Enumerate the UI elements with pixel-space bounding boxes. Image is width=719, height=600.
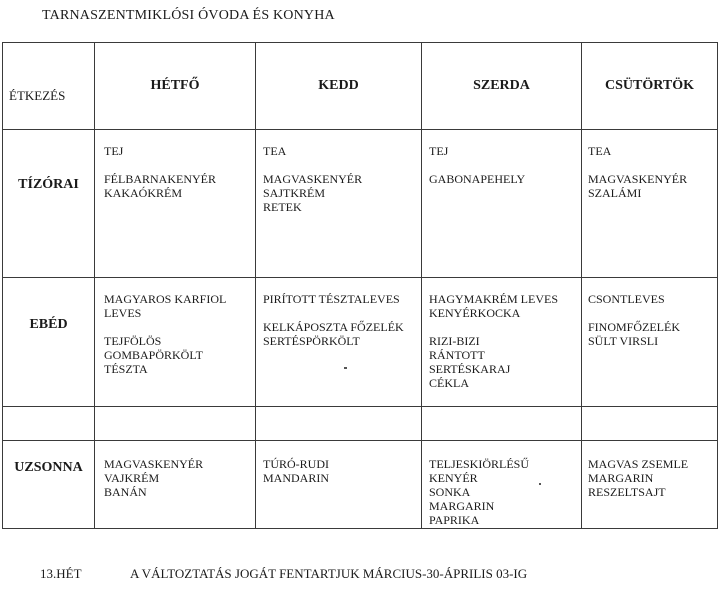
table-col-divider-4 [581,42,582,529]
cell-ebed-tuesday: PIRÍTOTT TÉSZTALEVES KELKÁPOSZTA FŐZELÉK SERTÉSPÖRKÖLT [263,292,404,348]
page-title: TARNASZENTMIKLÓSI ÓVODA ÉS KONYHA [42,8,335,23]
day-header-tuesday: KEDD [318,78,359,93]
table-divider-tizorai [2,277,718,278]
table-divider-ebed [2,406,718,407]
corner-label: ÉTKEZÉS [9,88,66,103]
table-divider-header [2,129,718,130]
cell-uzsonna-tuesday: TÚRÓ-RUDI MANDARIN [263,457,329,485]
cell-tizorai-wednesday: TEJ GABONAPEHELY [429,144,526,186]
table-border-top [2,42,718,43]
cell-ebed-thursday: CSONTLEVES FINOMFŐZELÉK SÜLT VIRSLI [588,292,680,348]
cell-tizorai-thursday: TEA MAGVASKENYÉR SZALÁMI [588,144,688,200]
day-header-wednesday: SZERDA [473,78,530,93]
day-header-monday: HÉTFŐ [150,78,200,93]
row-label-uzsonna: UZSONNA [14,460,83,475]
table-col-divider-1 [94,42,95,529]
row-label-tizorai: TÍZÓRAI [18,177,79,192]
cell-uzsonna-thursday: MAGVAS ZSEMLE MARGARIN RESZELTSAJT [588,457,689,499]
scan-speck [539,483,541,485]
day-header-thursday: CSÜTÖRTÖK [605,78,694,93]
table-border-bottom [2,528,718,529]
table-border-right [717,42,718,529]
week-number: 13.HÉT [40,566,82,581]
row-label-ebed: EBÉD [29,317,68,332]
table-col-divider-3 [421,42,422,529]
table-border-left [2,42,3,529]
footer-note: A VÁLTOZTATÁS JOGÁT FENTARTJUK MÁRCIUS-30-ÁPRILIS 03-IG [130,566,528,581]
table-divider-blank [2,440,718,441]
scan-speck [344,367,347,369]
cell-uzsonna-monday: MAGVASKENYÉR VAJKRÉM BANÁN [104,457,204,499]
table-col-divider-2 [255,42,256,529]
cell-ebed-monday: MAGYAROS KARFIOL LEVES TEJFÖLÖS GOMBAPÖRKÖLT TÉSZTA [104,292,227,376]
cell-tizorai-monday: TEJ FÉLBARNAKENYÉR KAKAÓKRÉM [104,144,217,200]
cell-tizorai-tuesday: TEA MAGVASKENYÉR SAJTKRÉM RETEK [263,144,363,214]
cell-ebed-wednesday: HAGYMAKRÉM LEVES KENYÉRKOCKA RIZI-BIZI RÁNTOTT SERTÉSKARAJ CÉKLA [429,292,558,390]
cell-uzsonna-wednesday: TELJESKIÖRLÉSŰ KENYÉR SONKA MARGARIN PAPRIKA [429,457,529,527]
